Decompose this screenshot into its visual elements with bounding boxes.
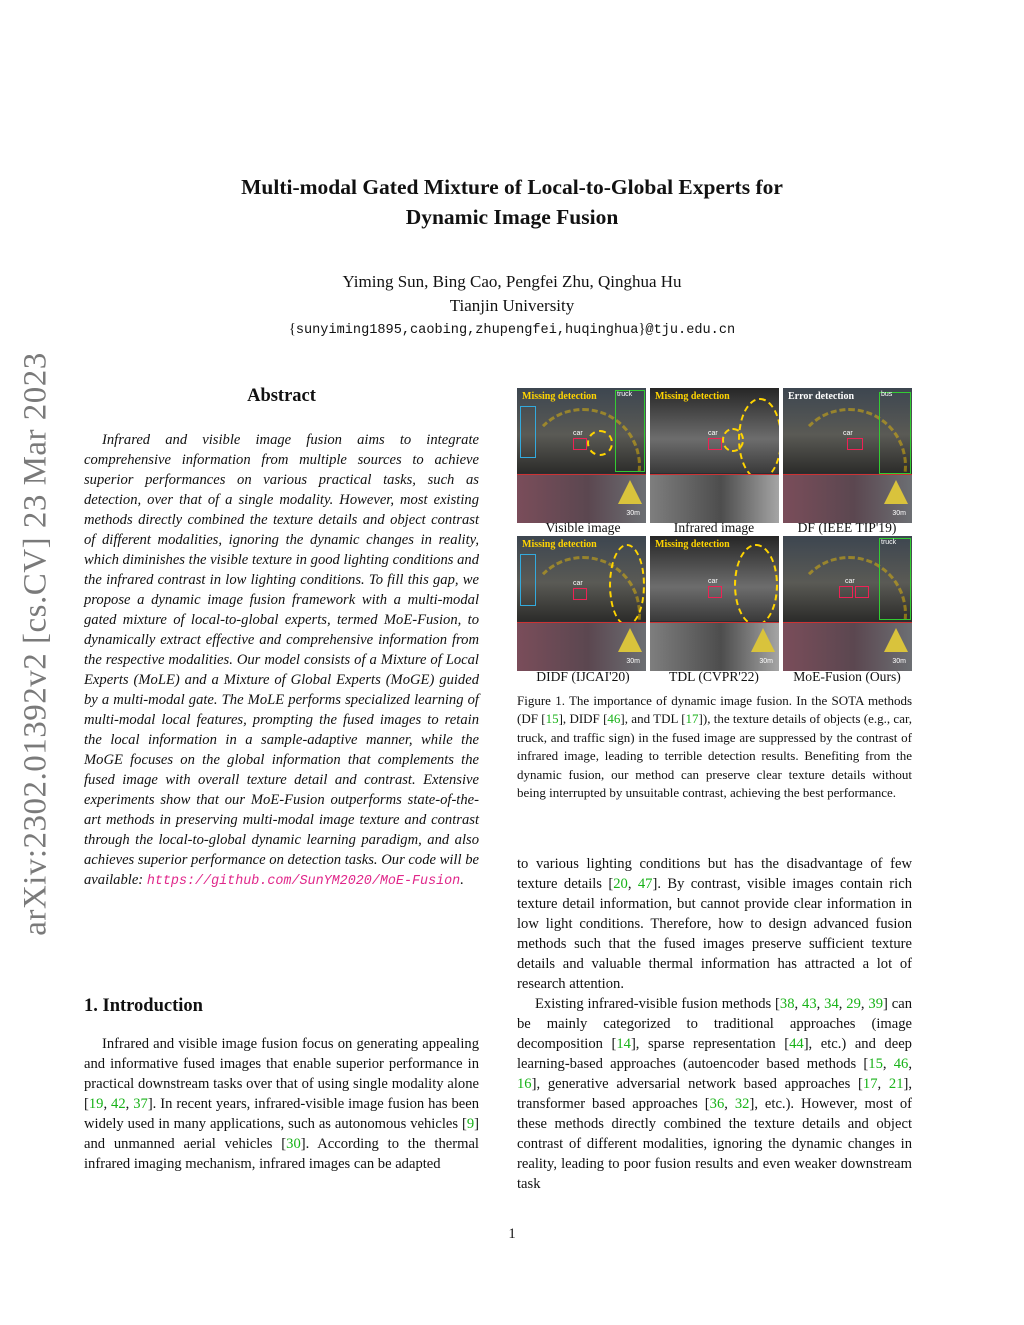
paper-title: Multi-modal Gated Mixture of Local-to-Global Experts for Dynamic Image Fusion (241, 175, 783, 229)
author-block (120, 270, 904, 318)
caption-visible: Visible image (545, 520, 621, 535)
panel-didf: car Missing detection 30m (517, 536, 646, 671)
page-number: 1 (508, 1226, 516, 1242)
abstract-heading: Abstract (247, 386, 316, 406)
label-missing-detection: Missing detection (522, 391, 597, 402)
arxiv-stamp: arXiv:2302.01392v2 [cs.CV] 23 Mar 2023 (17, 352, 54, 936)
figure-caption: Figure 1. The importance of dynamic image fusion. In the SOTA methods (DF [15], DIDF [46], and TDL [17]), the texture details of objects (e.g., car, truck, and traffic sign) in the fused image are suppressed by the contrast of infrared image, leading to terrible detection results. Benefiting from the dynamic fusion, our method can preserve clear texture details without being interrupted by unsuitable contrast, achieving the best performance. (517, 693, 913, 801)
label-error-detection: Error detection (788, 391, 855, 402)
label-missing-detection: Missing detection (655, 539, 730, 550)
section-heading-introduction: 1. Introduction (84, 996, 203, 1016)
caption-tdl: TDL (CVPR'22) (669, 669, 759, 684)
caption-moe: MoE-Fusion (Ours) (793, 669, 901, 684)
panel-moe-fusion: truck car 30m (783, 536, 912, 671)
caption-infrared: Infrared image (673, 520, 755, 535)
intro-paragraph: Infrared and visible image fusion focus on generating appealing and informative fused images that enable superior performance in practical downstream tasks over that of using single modality alone [19, 42, 37]. In recent years, infrared-visible image fusion has been widely used in many applications, such as autonomous vehicles [9] and unmanned aerial vehicles [30]. According to the thermal infrared imaging mechanism, infrared images can be adapted (84, 1036, 480, 1172)
label-missing-detection: Missing detection (655, 391, 730, 402)
caption-didf: DIDF (IJCAI'20) (536, 669, 630, 684)
panel-df: bus car Error detection 30m (783, 388, 912, 523)
affiliation: Tianjin University (449, 296, 575, 315)
caption-df: DF (IEEE TIP'19) (797, 520, 897, 535)
right-paragraph-1: to various lighting conditions but has the disadvantage of few texture details [20, 47]. By contrast, visible images contain rich texture detail information, but cannot provide clear information in low light conditions. Therefore, how to design advanced fusion methods such that the fused images preserve sufficient texture details and valuable thermal information has attracted a lot of research attention. (517, 856, 912, 992)
label-missing-detection: Missing detection (522, 539, 597, 550)
right-column-text (517, 854, 912, 1194)
panel-visible: truck car Missing detection 30m (517, 388, 646, 523)
right-paragraph-2: Existing infrared-visible fusion methods [38, 43, 34, 29, 39] can be mainly categorized to traditional approaches (image decomposition [14], sparse representation [44], etc.) and deep learning-based approaches (autoencoder based methods [15, 46, 16], generative adversarial network based approaches [17, 21], transformer based approaches [36, 32], etc.). However, most of these methods directly combined the texture details and object contrast of different modalities, ignoring the dynamic changes in reality, leading to poor fusion results and even weaker downstream task (517, 996, 913, 1192)
panel-tdl: car Missing detection 30m (650, 536, 779, 671)
emails: {sunyiming1895,caobing,zhupengfei,huqinghua}@tju.edu.cn (288, 321, 736, 338)
authors: Yiming Sun, Bing Cao, Pengfei Zhu, Qinghua Hu (342, 272, 682, 291)
code-link[interactable]: https://github.com/SunYM2020/MoE-Fusion (146, 874, 461, 889)
figure-1 (517, 388, 911, 685)
panel-infrared: car Missing detection (650, 388, 779, 523)
abstract-text: Infrared and visible image fusion aims to integrate comprehensive information from multiple sources to achieve superior performances on various practical tasks, such as detection, over that of a single modality. However, most existing methods directly combined the texture details and object contrast of different modalities, ignoring the dynamic changes in reality, which diminishes the visible texture in good lighting conditions and the infrared contrast in low lighting conditions. To fill this gap, we propose a dynamic image fusion framework with a multi-modal gated mixture of local-to-global experts, termed MoE-Fusion, to dynamically extract effective and comprehensive information from the respective modalities. Our model consists of a Mixture of Local Experts (MoLE) and a Mixture of Global Experts (MoGE) guided by a multi-modal gate. The MoLE performs specialized learning of multi-modal local features, prompting the fused images to retain the local information in a sample-adaptive manner, while the MoGE focuses on the global information that complements the fused image with overall texture detail and contrast. Extensive experiments show that our MoE-Fusion outperforms state-of-the-art methods in preserving multi-modal image texture and contrast through the local-to-global dynamic learning paradigm, and also achieves superior performance on detection tasks. Our code will be available: https://github.com/SunYM2020/MoE-Fusion. (84, 432, 479, 889)
